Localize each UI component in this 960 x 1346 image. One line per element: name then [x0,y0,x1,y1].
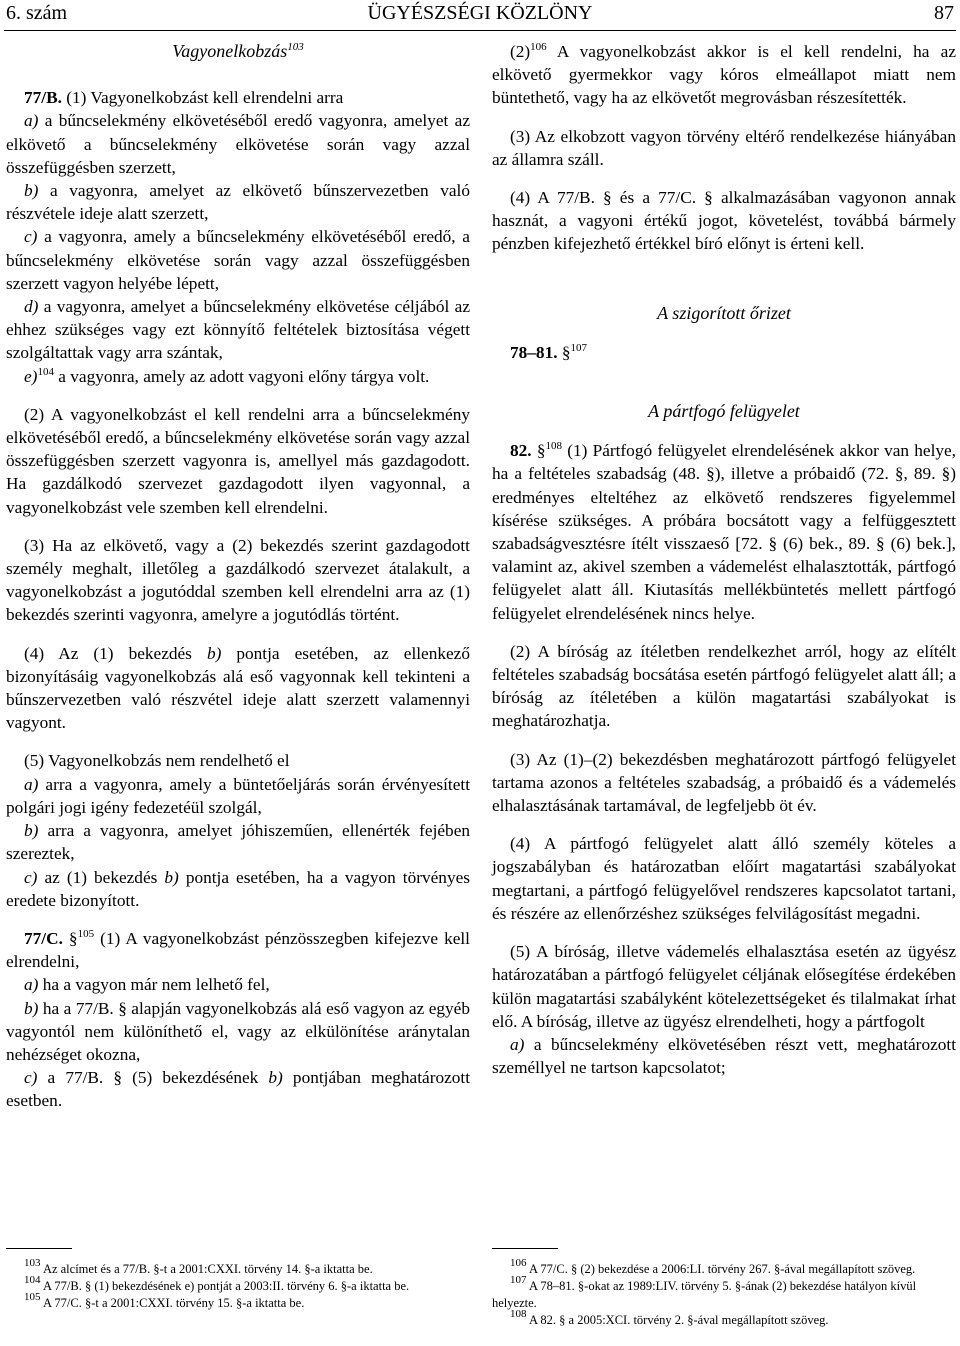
point-label: a) [24,111,39,131]
para-5-point-b [6,819,470,865]
point-text: a vagyonra, amelyet a bűncselekmény elkövetése céljából az ehhez szükséges vagy ezt könnyítő feltételek biztosítása végett szolgáltattak vagy arra szántak, [6,297,470,363]
section-label: 82. [510,441,532,461]
point-text: ha a vagyon már nem lelhető fel, [42,975,270,995]
point-text: arra a vagyonra, amely a büntetőeljárás során érvényesített polgári jogi igény fedezetéül szolgál, [6,774,470,817]
footnote-103 [6,1257,470,1278]
heading-vagyonelkobzas [6,40,470,63]
point-b [6,179,470,225]
section-78-81 [492,341,956,364]
point-label: c) [24,1068,38,1088]
para-text: (4) Az (1) bekezdés [24,643,192,663]
heading-text: Vagyonelkobzás [172,41,288,61]
section-77c-para-1 [6,927,470,973]
page-number: 87 [934,2,954,24]
section-82-para-5-point-a [492,1033,956,1079]
section-77c-para-2 [492,40,956,110]
footnote-number: 106 [510,1257,527,1269]
section-82-para-4: (4) A pártfogó felügyelet alatt álló személy köteles a jogszabályban és határozatban előírt magatartási szabályokat megtartani, a pártfogó felügyelővel rendszeres kapcsolatot tartani, és részére az ellenőrzéshez szükséges felvilágosítást megadni. [492,834,956,923]
point-d [6,295,470,365]
point-text: ha a 77/B. § alapján vagyonelkobzás alá eső vagyon az egyéb vagyontól nem különíthető el, vagy az elkülönítése aránytalan nehézséget okozna, [6,998,470,1064]
section-label: 77/C. [24,928,63,948]
footnote-106 [492,1257,956,1278]
point-a [6,109,470,179]
heading-partfogo-felugyelet: A pártfogó felügyelet [648,401,800,422]
point-text: a vagyonra, amely a bűncselekmény elkövetéséből eredő, a bűncselekmény elkövetése során vagy azzal összefüggésben szerzett vagyon helyébe lépett, [6,227,470,293]
para-text: (2) [510,42,531,61]
section-77b-intro [6,86,470,109]
footnote-text: A 77/C. §-t a 2001:CXXI. törvény 15. §-a iktatta be. [42,1296,305,1310]
section-77c-para-4: (4) A 77/B. § és a 77/C. § alkalmazásában vagyonon annak hasznát, a vagyoni értékű jogot, követelést, továbbá bármely pénzben kifejezhető értékkel bíró előnyt is érteni kell. [492,188,956,254]
heading-szigoritott-orizet: A szigorított őrizet [657,302,791,323]
section-77b-para-5-intro: (5) Vagyonelkobzás nem rendelhető el [24,751,290,771]
section-77b-para-2: (2) A vagyonelkobzást el kell rendelni arra a bűncselekmény elkövetéséből eredő, a bűncselekmény elkövetése során vagy azzal összefüggésben szerzett vagyonra is, amellyel más gazdagodott. Ha gazdálkodó szervezet gazdagodott ilyen vagyonnal, a vagyonelkobzást vele szemben kell elrendelni. [6,404,470,517]
footnotes-left [6,1248,470,1312]
footnote-rule [492,1248,558,1249]
footnote-ref-104: 104 [37,365,54,378]
footnote-ref-107: 107 [570,341,587,354]
footnote-108 [492,1308,956,1329]
point-e [6,365,470,388]
footnote-text: A 77/B. § (1) bekezdésének e) pontját a 2003:II. törvény 6. §-a iktatta be. [42,1279,410,1293]
footnote-104 [6,1274,470,1295]
para-text: A vagyonelkobzást akkor is el kell rendelni, ha az elkövető gyermekkor vagy kóros elmeállapot miatt nem büntethető, vagy ha az elkövetőt megrovásban részesítették. [492,42,956,108]
section-82-para-1 [492,439,956,625]
section-77c-para-3: (3) Az elkobzott vagyon törvény eltérő rendelkezése hiányában az államra száll. [492,126,956,169]
footnote-ref-103: 103 [287,41,304,53]
para-text: pontja esetében, az ellenkező bizonyításáig vagyonelkobzás alá eső vagyonnak kell tekinteni a bűnszervezetben való részvétel ideje alatt szerzett valamennyi vagyont. [6,643,470,733]
footnote-rule [6,1248,72,1249]
section-sign: § [536,441,546,461]
section-label: 77/B. [24,88,62,108]
point-text: a vagyonra, amely az adott vagyoni előny tárgya volt. [58,366,430,386]
footnote-ref-108: 108 [545,440,562,453]
section-82-para-2: (2) A bíróság az ítéletben rendelkezhet arról, hogy az elítélt feltételes szabadság bocsátása esetén pártfogó felügyelet alatt áll; a bíróság az ítéletében a külön magatartási szabályokat is meghatározhatja. [492,641,956,731]
point-c [6,225,470,295]
journal-title: ÜGYÉSZSÉGI KÖZLÖNY [367,2,593,24]
point-ref: b) [268,1068,283,1088]
section-label: 78–81. [510,342,558,362]
para-text: (1) A vagyonelkobzást pénzösszegben kifejezve kell elrendelni, [6,928,470,972]
section-77c-point-a [6,973,470,996]
footnote-number: 105 [24,1291,41,1303]
header-rule [4,30,956,31]
section-77b-para-4 [6,642,470,735]
section-77b-para-3: (3) Ha az elkövető, vagy a (2) bekezdés szerint gazdagodott személy meghalt, illetőleg a gazdálkodó szervezet átalakult, a vagyonelkobzást a jogutóddal szemben kell elrendelni arra az (1) bekezdés szerinti vagyonra, amelyre a jogutódlás történt. [6,535,470,625]
footnotes-right [492,1248,956,1329]
footnote-number: 107 [510,1274,527,1286]
point-text: a bűncselekmény elkövetéséből eredő vagyonra, amelyet az elkövető a bűncselekmény elkövetése során vagy azzal összefüggésben szerzett, [6,111,470,177]
point-label: c) [24,867,38,887]
point-text: az (1) bekezdés [44,867,158,887]
point-label: d) [24,297,39,317]
point-text: a bűncselekmény elkövetésében részt vett, meghatározott személlyel ne tartson kapcsolatot; [492,1034,956,1078]
footnote-105 [6,1291,470,1312]
footnote-ref-106: 106 [530,41,547,53]
section-82-para-5: (5) A bíróság, illetve vádemelés elhalasztása esetén az ügyész határozatában a pártfogó felügyelet céljának elősegítése érdekében külön magatartási szabályként kötelezettségeket és tilalmakat írhat elő. A bíróság, illetve az ügyész elrendelheti, hogy a pártfogolt [492,942,956,1031]
para-5-point-a [6,773,470,819]
section-77c-point-b [6,997,470,1067]
para-5-point-c [6,866,470,912]
para-text: (1) Pártfogó felügyelet elrendelésének akkor van helye, ha a feltételes szabadság (48. §), illetve a próbaidő (72. §, 89. §) eredményes elteltéhez az elkövető rendszeres figyelemmel kísérése szükséges. A próbára bocsátott vagy a felfüggesztett szabadságvesztésre ítélt visszaeső [72. § (6) bek., 89. § (6) bek.], valamint az, akivel szemben a vádemelést elhalasztották, pártfogó felügyelet alatt áll. Kiutasítás mellékbüntetés mellett pártfogó felügyelet elrendelésének nincs helye. [492,441,957,623]
footnote-107 [492,1274,956,1312]
point-ref: b) [164,867,179,887]
point-ref: b) [206,643,222,663]
section-77c-point-c [6,1066,470,1112]
point-text: pontjában meghatározott esetben. [6,1068,471,1111]
point-label: b) [24,821,39,841]
point-text: arra a vagyonra, amelyet jóhiszeműen, ellenérték fejében szereztek, [6,821,471,864]
left-column [6,40,470,1128]
footnote-number: 103 [24,1257,41,1269]
footnote-text: A 77/C. § (2) bekezdése a 2006:LI. törvény 267. §-ával megállapított szöveg. [528,1262,916,1276]
footnote-number: 104 [24,1274,41,1286]
issue-number: 6. szám [6,2,68,24]
point-text: pontja esetében, ha a vagyon törvényes eredete bizonyított. [6,867,470,910]
point-label: c) [24,227,38,247]
point-label: a) [510,1034,525,1054]
footnote-text: Az alcímet és a 77/B. §-t a 2001:CXXI. törvény 14. §-a iktatta be. [42,1262,373,1276]
point-label: a) [24,975,39,995]
footnote-number: 108 [510,1308,527,1320]
footnote-ref-105: 105 [77,927,95,940]
point-text: a 77/B. § (5) bekezdésének [47,1068,259,1088]
para-text: (1) Vagyonelkobzást kell elrendelni arra [66,88,344,108]
section-sign: § [68,928,78,948]
right-column [492,40,956,1094]
footnote-text: A 78–81. §-okat az 1989:LIV. törvény 5. §-ának (2) bekezdése hatályon kívül helyezte. [492,1279,917,1310]
section-sign: § [561,342,571,362]
point-label: b) [24,998,39,1018]
point-label: a) [24,774,39,794]
point-label: e) [24,366,38,386]
point-text: a vagyonra, amelyet az elkövető bűnszervezetben való részvétele ideje alatt szerzett, [6,181,471,224]
footnote-text: A 82. § a 2005:XCI. törvény 2. §-ával megállapított szöveg. [528,1313,829,1327]
section-82-para-3: (3) Az (1)–(2) bekezdésben meghatározott pártfogó felügyelet tartama azonos a feltételes szabadság, a próbaidő és a vádemelés elhalasztásának tartamával, de legfeljebb öt év. [492,749,956,816]
point-label: b) [24,181,39,201]
page-header [0,0,960,34]
